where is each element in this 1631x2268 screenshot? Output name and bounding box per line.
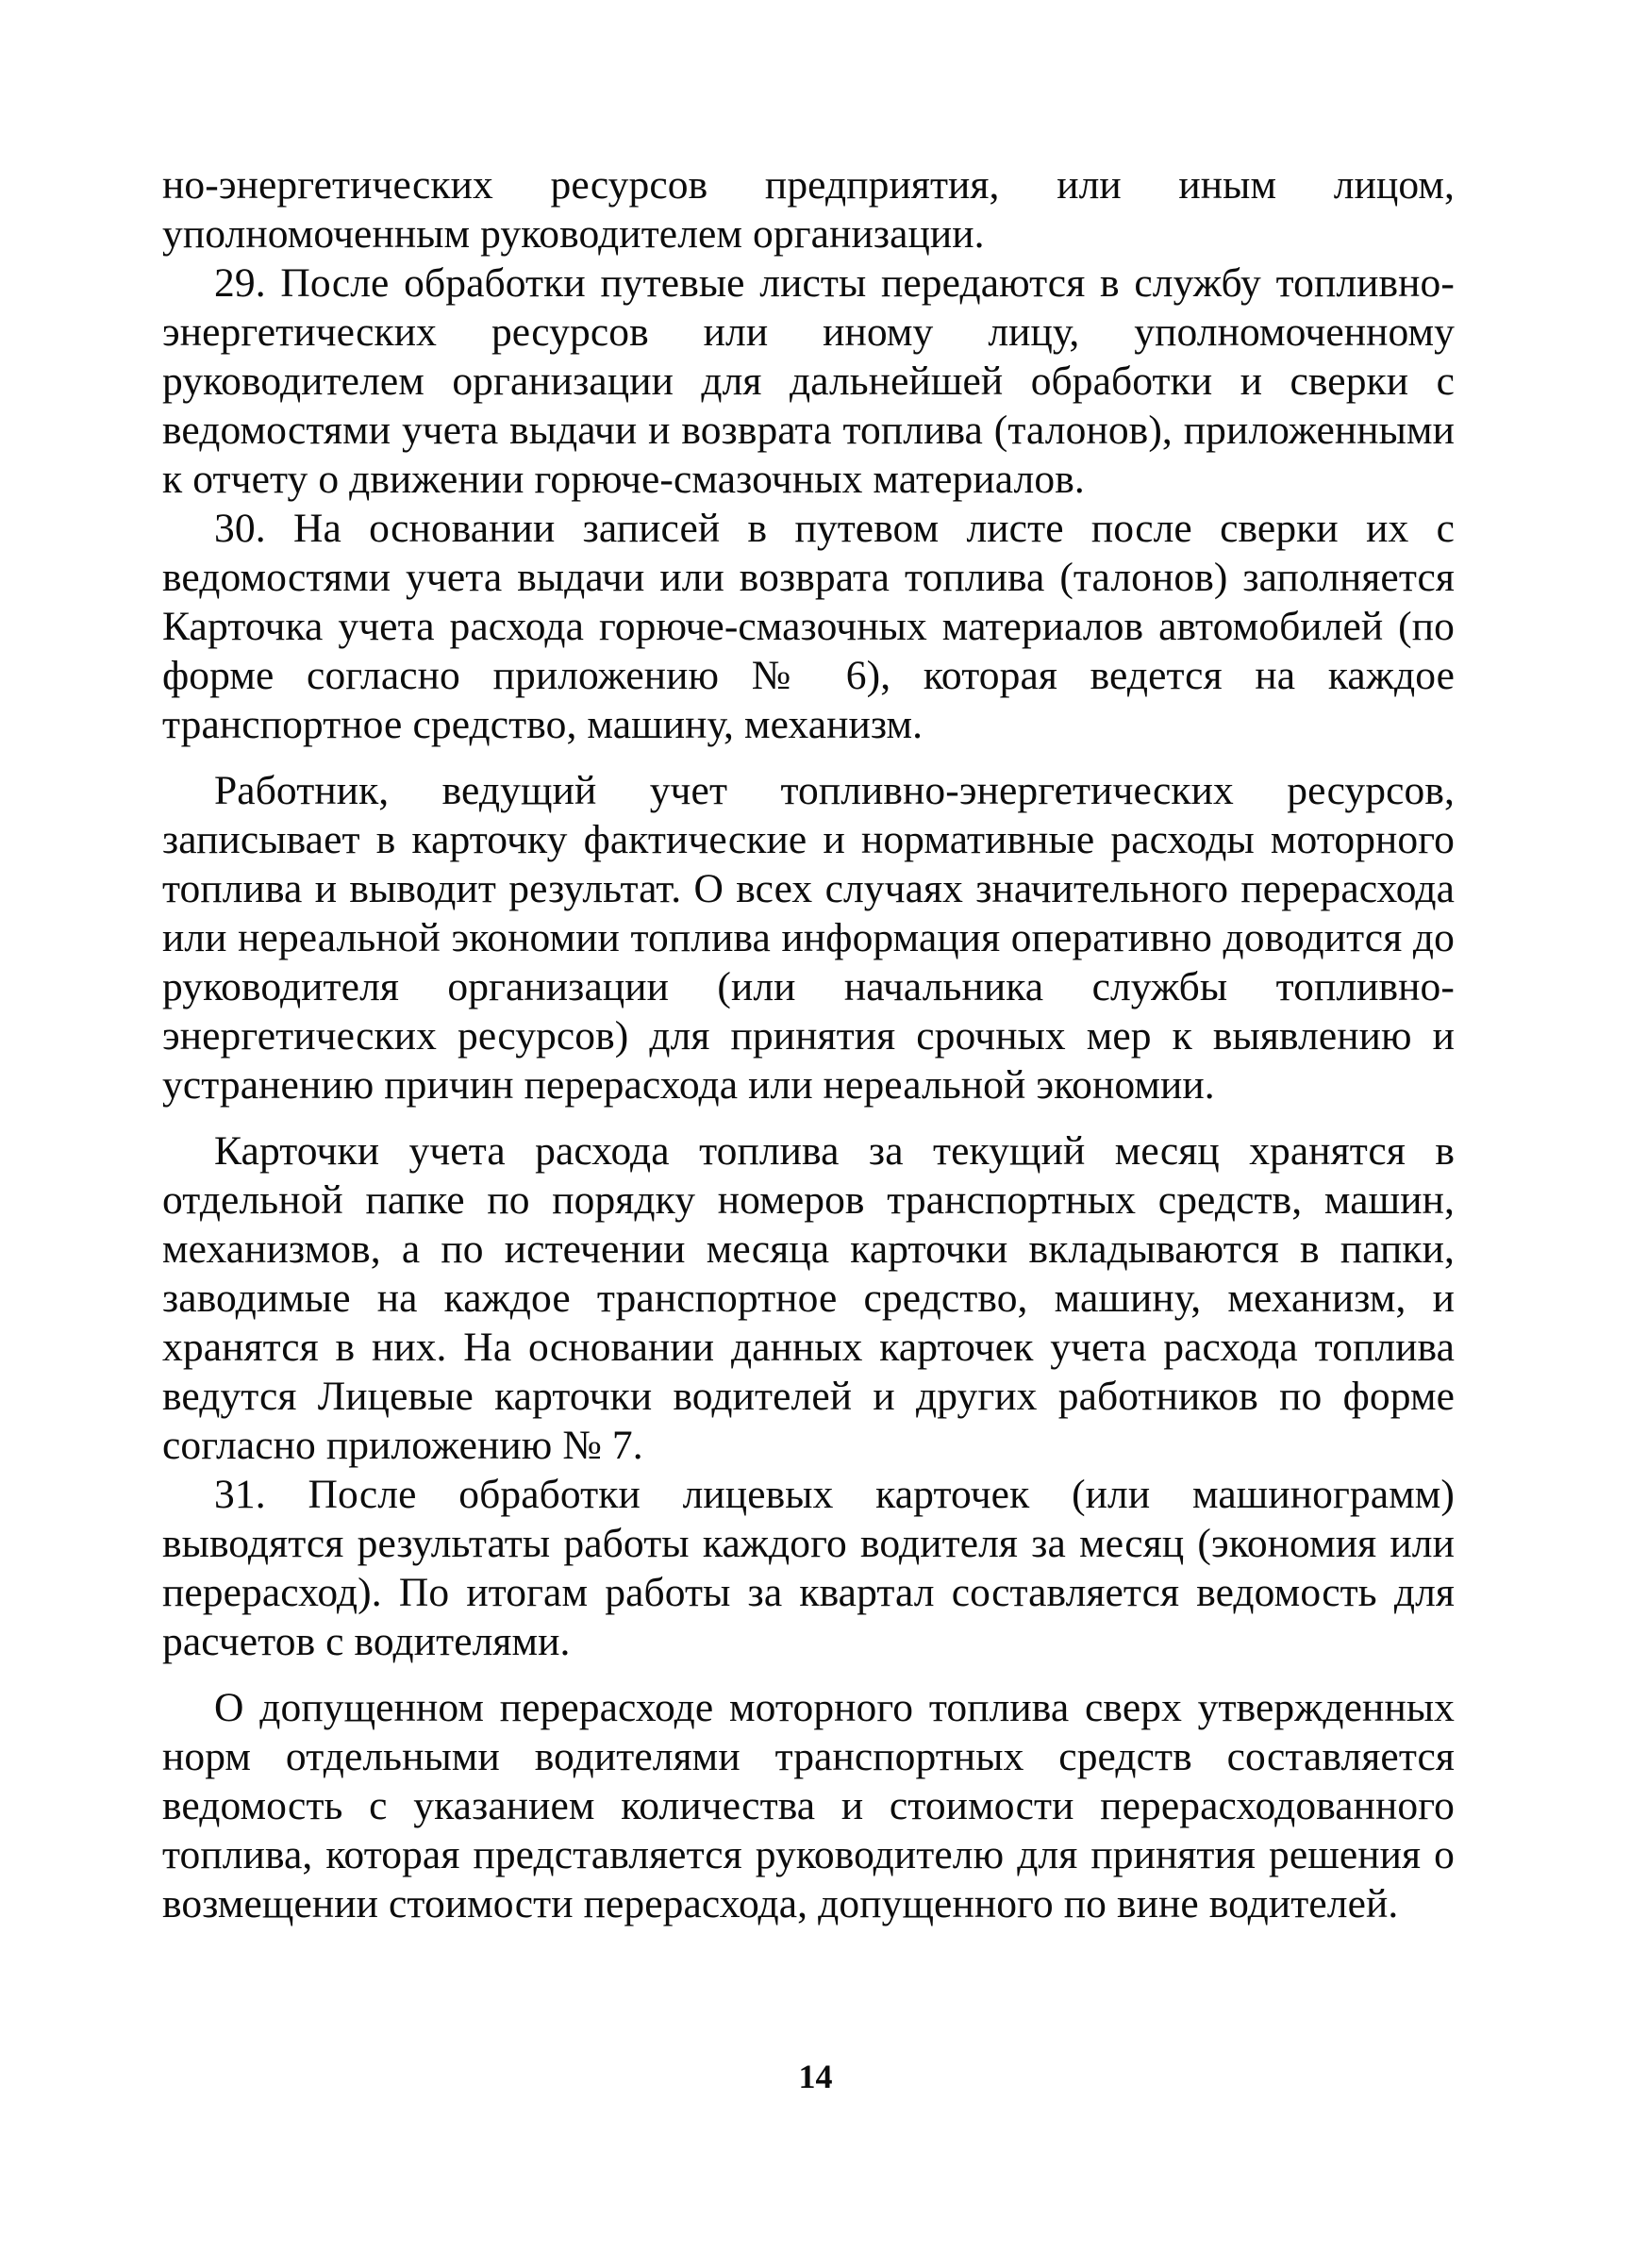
paragraph-fuel-accountant: Работник, ведущий учет топливно-энергетических ресурсов, записывает в карточку фактические и нормативные расходы моторного топлива и выводит результат. О всех случаях значительного перерасхода или нереальной экономии топлива информация оперативно доводится до руководителя организации (или начальника службы топливно-энергетических ресурсов) для принятия срочных мер к выявлению и устранению причин перерасхода или нереальной экономии. xyxy=(162,768,1455,1108)
paragraph-item-29: 29. После обработки путевые листы передаются в службу топливно-энергетических ресурсов или иному лицу, уполномоченному руководителем организации для дальнейшей обработки и сверки с ведомостями учета выдачи и возврата топлива (талонов), приложенными к отчету о движении горюче-смазочных материалов. xyxy=(162,260,1455,502)
body-text xyxy=(162,160,1455,1928)
page-number: 14 xyxy=(798,2058,833,2095)
paragraph-overconsumption: О допущенном перерасходе моторного топлива сверх утвержденных норм отдельными водителями транспортных средств составляется ведомость с указанием количества и стоимости перерасходованного топлива, которая представляется руководителю для принятия решения о возмещении стоимости перерасхода, допущенного по вине водителей. xyxy=(162,1685,1455,1926)
paragraph-item-30: 30. На основании записей в путевом листе после сверки их с ведомостями учета выдачи или возврата топлива (талонов) заполняется Карточка учета расхода горюче-смазочных материалов автомобилей (по форме согласно приложению № 6), которая ведется на каждое транспортное средство, машину, механизм. xyxy=(162,506,1455,747)
paragraph-item-31: 31. После обработки лицевых карточек (или машинограмм) выводятся результаты работы каждого водителя за месяц (экономия или перерасход). По итогам работы за квартал составляется ведомость для расчетов с водителями. xyxy=(162,1472,1455,1664)
paragraph-continuation: но-энергетических ресурсов предприятия, или иным лицом, уполномоченным руководителем организации. xyxy=(162,162,1455,257)
paragraph-fuel-cards-storage: Карточки учета расхода топлива за текущий месяц хранятся в отдельной папке по порядку номеров транспортных средств, машин, механизмов, а по истечении месяца карточки вкладываются в папки, заводимые на каждое транспортное средство, машину, механизм, и хранятся в них. На основании данных карточек учета расхода топлива ведутся Лицевые карточки водителей и других работников по форме согласно приложению № 7. xyxy=(162,1128,1455,1468)
